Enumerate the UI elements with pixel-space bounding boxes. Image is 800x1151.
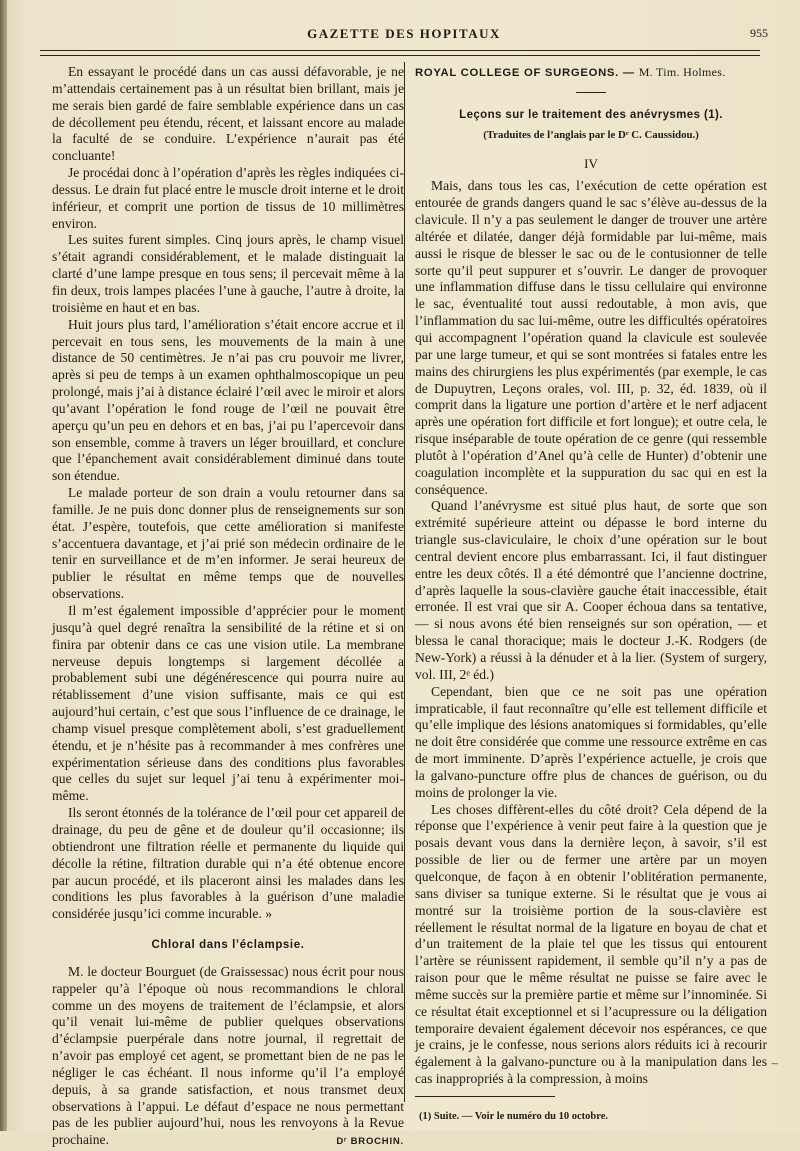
paragraph: Quand l’anévrysme est situé plus haut, de sorte que son extrémité supérieure atteint ou dépasse le bord interne du triangle sus-claviculaire, le choix d’une opération sur le bout central devient encore plus embarrassant. Ici, il faut distinguer entre les deux côtés. Il a été démontré que l’ancienne doctrine, d’après laquelle la sous-clavière gauche était inaccessible, était erronée. Il est vrai que sir A. Cooper échoua dans sa tentative, — si nous avons été bien renseignés sur son opération, — et blessa le canal thoracique; mais le docteur J.-K. Rodgers (de New-York) a réussi à la dénuder et à la lier. (System of surgery, vol. III, 2ᵉ éd.) [415, 498, 767, 682]
author-signature: Dʳ BROCHIN. [336, 1136, 404, 1148]
paragraph: M. le docteur Bourguet (de Graissessac) nous écrit pour nous rappeler qu’à l’époque où nous recommandions le chloral comme un des moyens de traitement de l’éclampsie, et alors qu’il venait lui-même de publier quelques observations d’éclampsie puerpérale dans notre journal, il regrettait de n’avoir pas employé cet agent, se promettant bien de ne pas le négliger le cas échéant. Il nous informe qu’il l’a employé depuis, à sa grande satisfaction, et nous transmet deux observations à l’appui. Le défaut d’espace ne nous permettant pas de les publier aujourd’hui, nous les renvoyons à la Revue prochaine. [52, 963, 404, 1148]
paragraph: Ils seront étonnés de la tolérance de l’œil pour cet appareil de drainage, du peu de gêne et de douleur qu’il occasionne; ils obtiendront une filtration réelle et permanente du liquide qui décolle la rétine, filtration durable qui n’a été obtenue encore par aucun procédé, et ils placeront ainsi les malades dans les conditions les plus favorables à la guérison d’une maladie considérée jusqu’ici comme incurable. » [52, 805, 404, 922]
paragraph: En essayant le procédé dans un cas aussi défavorable, je ne m’attendais certainement pas à un résultat bien brillant, mais je me serais bien gardé de faire semblable expérience dans un cas de décollement peu étendu, récent, et laissant encore au malade la faculté de se conduire. L’expérience n’aurait pas été concluante! [52, 64, 404, 164]
section-title-chloral: Chloral dans l’éclampsie. [151, 939, 305, 952]
short-rule [576, 92, 606, 93]
header-double-rule [40, 50, 760, 56]
chapter-number: IV [584, 155, 598, 171]
right-column [415, 64, 767, 1126]
paragraph: Huit jours plus tard, l’amélioration s’était encore accrue et il percevait en tous sens, les mouvements de la main à une distance de 50 centimètres. Je n’ai pas cru pouvoir me livrer, après si peu de temps à un examen ophthalmoscopique un peu prolongé, mais j’ai à distance éclairé l’œil avec le miroir et alors qu’avant l’opération le fond rouge de l’œil ne pouvait être aperçu qu’un peu en dehors et en bas, j’ai pu l’apercevoir dans son ensemble, comme à travers un léger brouillard, et conclure que l’épanchement avait considérablement diminué dans toute son étendue. [52, 316, 404, 484]
binding-edge [0, 0, 7, 1131]
paragraph: Il m’est également impossible d’apprécier pour le moment jusqu’à quel degré renaîtra la sensibilité de la rétine et si on finira par obtenir dans ce cas une vision utile. La membrane nerveuse depuis longtemps si largement décollée a probablement subi une dégénérescence qui pourra nuire au rétablissement d’une vision suffisante, mais ce qui est aujourd’hui certain, c’est que sous l’influence de ce drainage, le champ visuel presque complètement aboli, s’est graduellement étendu, et je n’hésite pas à recommander à mes confrères une expérimentation sérieuse dans des conditions plus favorables que celles du sujet sur lequel j’ai tenu à expérimenter moi-même. [52, 603, 404, 804]
footnote-rule [415, 1096, 555, 1097]
journal-title: GAZETTE DES HOPITAUX [307, 26, 501, 41]
page-number: 955 [750, 26, 768, 40]
paragraph: Je procédai donc à l’opération d’après les règles indiquées ci-dessus. Le drain fut placé entre le muscle droit interne et le droit inférieur, et comprit une portion de tissus de 10 millimètres environ. [52, 165, 404, 231]
margin-mark: – [771, 1055, 778, 1070]
footnote: (1) Suite. — Voir le numéro du 10 octobre. [419, 1110, 609, 1122]
article-title [415, 64, 767, 82]
translator-line: (Traduites de l’anglais par le Dʳ C. Caussidou.) [483, 128, 699, 141]
paragraph: Le malade porteur de son drain a voulu retourner dans sa famille. Je ne puis donc donner plus de renseignements sur son état. J’espère, toutefois, que cette amélioration si manifeste s’accentuera davantage, et j’ai prié son médecin ordinaire de le tenir en surveillance et de m’en informer. Je serai heureux de publier le résultat en même temps que de nouvelles observations. [52, 485, 404, 602]
paragraph: Les choses diffèrent-elles du côté droit? Cela dépend de la réponse que l’expérience à venir peut faire à la question que je posais devant vous dans la dernière leçon, à savoir, s’il est possible de lier ou de fermer une artère par un moyen quelconque, de façon à en obtenir l’oblitération permanente, sans diviser sa tunique externe. Si le résultat que je vous ai montré sur la troisième portion de la sous-clavière est réellement le résultat normal de la ligature en boyau de chat et d’un traitement de la plaie tel que les tissus qui entourent l’artère se réunissent rapidement, il semble qu’il n’y a pas de raison pour que le même résultat ne puisse se faire avec le même succès sur la première partie et même sur l’innominée. Si ce résultat était exceptionnel et si l’acupressure ou la déligation temporaire devaient également décevoir nos espérances, ce que je crains, je le confesse, nous serions alors réduits ici à recourir également à la galvano-puncture ou à la manipulation dans les cas inappropriés à la compression, à moins [415, 801, 767, 1087]
paragraph: Mais, dans tous les cas, l’exécution de cette opération est entourée de grands dangers quand le sac s’élève au-dessus de la clavicule. Il n’y a pas seulement le danger de trouver une artère altérée et dilatée, danger déjà formidable par lui-même, mais aussi le risque de blesser le sac ou de le contusionner de telle sorte qu’il peut suppurer et s’ouvrir. Le danger de provoquer une inflammation diffuse dans le tissu cellulaire qui environne le sac, éventualité tout aussi redoutable, à mon avis, que l’inflammation du sac lui-même, outre les difficultés opératoires qui accompagnent l’opération quand la clavicule est soulevée par une large tumeur, et qui se sont montrées si fatales entre les mains des chirurgiens les plus expérimentés (par exemple, le cas de Dupuytren, Leçons orales, vol. III, p. 32, éd. 1839, où il comprit dans la ligature une portion d’artère et le nerf adjacent après une opération fort difficile et fort longue); et outre cela, le risque inséparable de toute opération de ce genre (qui ressemble plutôt à l’opération d’Anel qu’à celle de Hunter) d’obtenir une coagulation incomplète et la suppuration du sac qui en est la conséquence. [415, 178, 767, 497]
institution-name: ROYAL COLLEGE OF SURGEONS. — [415, 67, 635, 79]
paragraph: Les suites furent simples. Cinq jours après, le champ visuel s’était agrandi considérablement, et le malade distinguait la clarté d’une lampe presque en tous sens; il percevait même à la fin deux, trois lampes placées l’une à gauche, l’autre à droite, la troisième en haut et en bas. [52, 232, 404, 315]
column-divider [404, 62, 405, 1102]
lecture-title: Leçons sur le traitement des anévrysmes (1). [459, 108, 723, 121]
running-head [40, 26, 768, 44]
left-column [52, 64, 404, 1151]
lecturer-name: M. Tim. Holmes. [638, 65, 726, 79]
paragraph: Cependant, bien que ce ne soit pas une opération impraticable, il faut reconnaître qu’elle est tellement difficile et qu’elle implique des lésions anatomiques si formidables, qu’elle ne doit être considérée que comme une ressource extrême en cas de mort imminente. D’après l’expérience actuelle, je crois que la galvano-puncture offre plus de chances de guérison, ou du moins de prolonger la vie. [415, 683, 767, 800]
